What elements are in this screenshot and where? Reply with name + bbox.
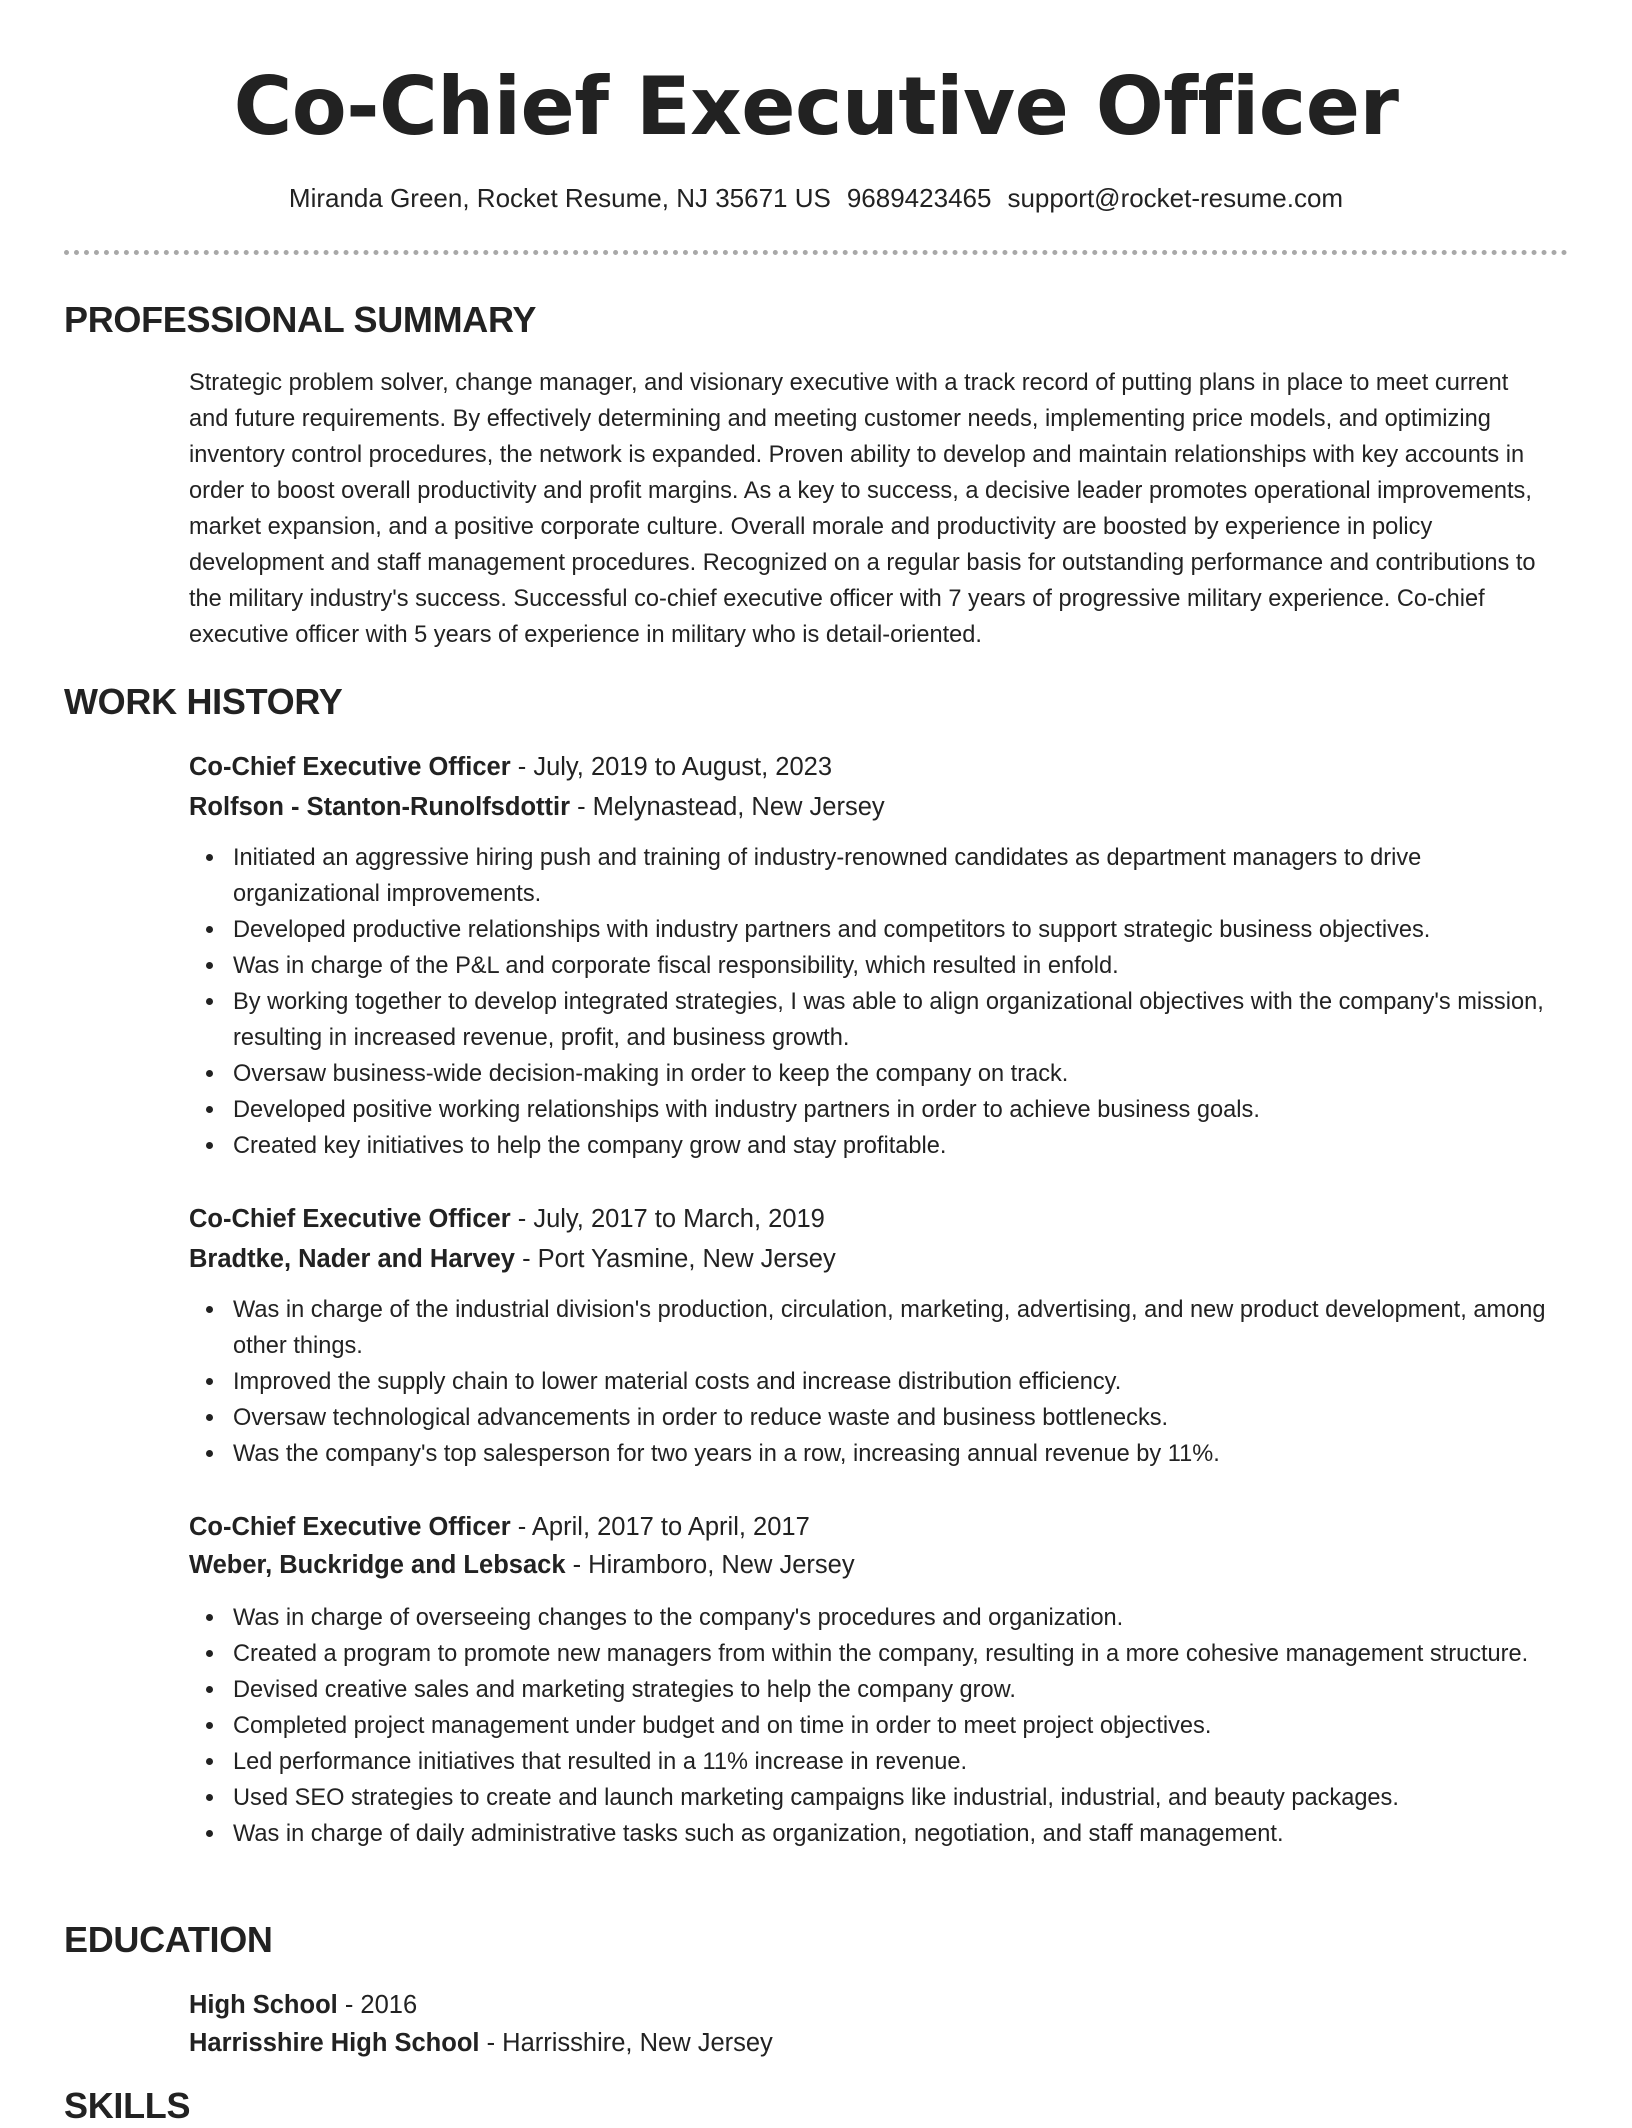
job-company-line xyxy=(189,1240,1549,1278)
education-degree: High School xyxy=(189,1991,338,2019)
contact-line xyxy=(0,180,1632,216)
job-company-line xyxy=(189,788,1549,826)
list-item: Created a program to promote new managers from within the company, resulting in a more cohesive management structure. xyxy=(233,1636,1549,1672)
list-item: Developed positive working relationships with industry partners in order to achieve business goals. xyxy=(233,1092,1549,1128)
list-item: Was in charge of daily administrative tasks such as organization, negotiation, and staff management. xyxy=(233,1816,1549,1852)
section-title-skills: SKILLS xyxy=(64,2085,191,2126)
list-item: Created key initiatives to help the company grow and stay profitable. xyxy=(233,1128,1549,1164)
job-company-line xyxy=(189,1546,1549,1584)
job-bullet-list xyxy=(189,1292,1549,1472)
section-title-work-history: WORK HISTORY xyxy=(64,681,343,722)
education-year: - 2016 xyxy=(337,1991,418,2019)
job-bullet-list xyxy=(189,840,1549,1164)
list-item: Developed productive relationships with industry partners and competitors to support strategic business objectives. xyxy=(233,912,1549,948)
list-item: Led performance initiatives that resulted in a 11% increase in revenue. xyxy=(233,1744,1549,1780)
job-dates: - July, 2019 to August, 2023 xyxy=(510,753,832,781)
list-item: Oversaw technological advancements in order to reduce waste and business bottlenecks. xyxy=(233,1400,1549,1436)
list-item: Was in charge of the P&L and corporate fiscal responsibility, which resulted in enfold. xyxy=(233,948,1549,984)
education-school: Harrisshire High School xyxy=(189,2029,480,2057)
resume-title: Co-Chief Executive Officer xyxy=(233,60,1399,153)
job-location: - Port Yasmine, New Jersey xyxy=(514,1245,836,1273)
job-company: Weber, Buckridge and Lebsack xyxy=(189,1551,566,1579)
job-bullet-list xyxy=(189,1600,1549,1852)
list-item: Devised creative sales and marketing strategies to help the company grow. xyxy=(233,1672,1549,1708)
job-title-line xyxy=(189,1508,1549,1546)
job-location: - Melynastead, New Jersey xyxy=(570,793,885,821)
summary-text: Strategic problem solver, change manager, and visionary executive with a track record of putting plans in place to meet current and future requirements. By effectively determining and meeting customer needs, implementing price models, and optimizing inventory control procedures, the network is expanded. Proven ability to develop and maintain relationships with key accounts in order to boost overall productivity and profit margins. As a key to success, a decisive leader promotes operational improvements, market expansion, and a positive corporate culture. Overall morale and productivity are boosted by experience in policy development and staff management procedures. Recognized on a regular basis for outstanding performance and contributions to the military industry's success. Successful co-chief executive officer with 7 years of progressive military experience. Co-chief executive officer with 5 years of experience in military who is detail-oriented. xyxy=(189,370,1536,648)
list-item: Was in charge of overseeing changes to the company's procedures and organization. xyxy=(233,1600,1549,1636)
education-school-line xyxy=(189,2024,1549,2062)
header-divider xyxy=(64,250,1568,255)
list-item: Used SEO strategies to create and launch marketing campaigns like industrial, industrial, and beauty packages. xyxy=(233,1780,1549,1816)
contact-phone: 9689423465 xyxy=(846,183,992,213)
section-title-summary: PROFESSIONAL SUMMARY xyxy=(64,299,537,340)
list-item: By working together to develop integrated strategies, I was able to align organizational objectives with the company's mission, resulting in increased revenue, profit, and business growth. xyxy=(233,984,1549,1056)
job-company: Rolfson - Stanton-Runolfsdottir xyxy=(189,793,571,821)
section-title-education: EDUCATION xyxy=(64,1919,273,1960)
job-dates: - April, 2017 to April, 2017 xyxy=(510,1513,810,1541)
job-location: - Hiramboro, New Jersey xyxy=(565,1551,855,1579)
job-company: Bradtke, Nader and Harvey xyxy=(189,1245,515,1273)
list-item: Oversaw business-wide decision-making in order to keep the company on track. xyxy=(233,1056,1549,1092)
contact-address: Miranda Green, Rocket Resume, NJ 35671 US xyxy=(288,183,831,213)
education-degree-line xyxy=(189,1986,1549,2024)
list-item: Was the company's top salesperson for two years in a row, increasing annual revenue by 11%. xyxy=(233,1436,1549,1472)
job-title-line xyxy=(189,748,1549,786)
job-dates: - July, 2017 to March, 2019 xyxy=(510,1205,825,1233)
job-role: Co-Chief Executive Officer xyxy=(189,1513,511,1541)
job-title-line xyxy=(189,1200,1549,1238)
job-role: Co-Chief Executive Officer xyxy=(189,1205,511,1233)
list-item: Initiated an aggressive hiring push and training of industry-renowned candidates as department managers to drive organizational improvements. xyxy=(233,840,1549,912)
list-item: Improved the supply chain to lower material costs and increase distribution efficiency. xyxy=(233,1364,1549,1400)
job-role: Co-Chief Executive Officer xyxy=(189,753,511,781)
education-location: - Harrisshire, New Jersey xyxy=(479,2029,773,2057)
list-item: Completed project management under budget and on time in order to meet project objectives. xyxy=(233,1708,1549,1744)
list-item: Was in charge of the industrial division's production, circulation, marketing, advertising, and new product development, among other things. xyxy=(233,1292,1549,1364)
contact-email: support@rocket-resume.com xyxy=(1007,183,1344,213)
